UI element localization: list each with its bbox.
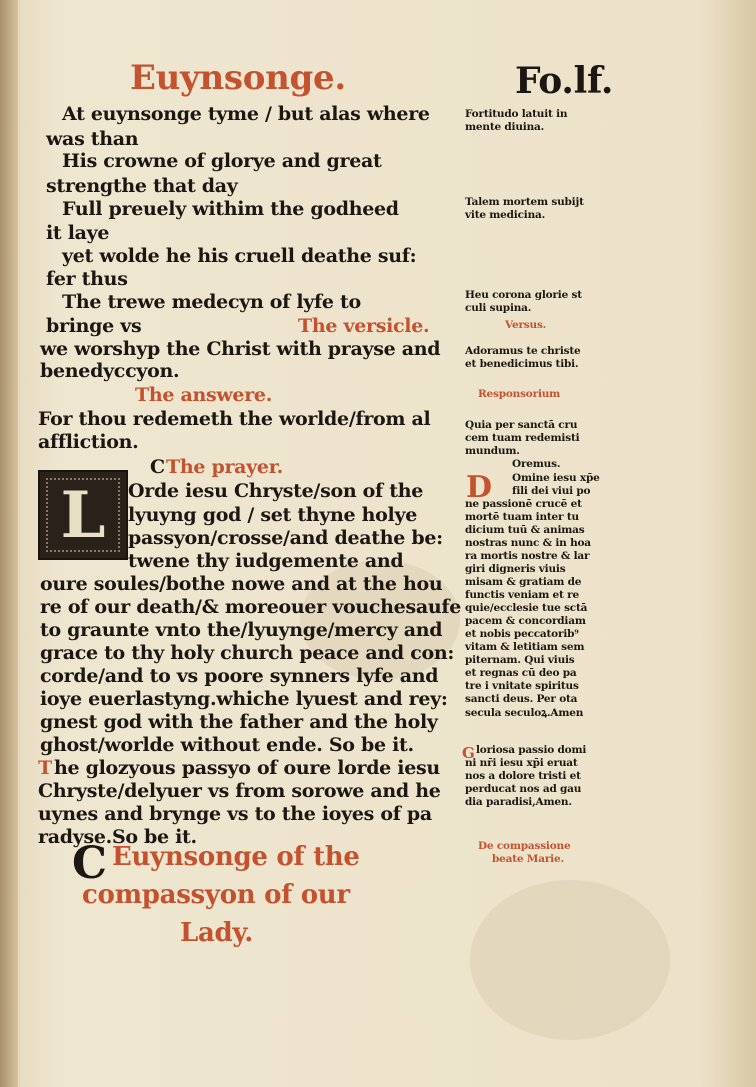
folio-number: Fo.lf. [515, 60, 614, 102]
initial-letter: L [60, 477, 106, 553]
prayer-line: corde/and to vs poore synners lyfe and [40, 665, 439, 687]
margin-prayer-line: dicium tuū & animas [465, 524, 585, 536]
prayer-line: lyuyng god / set thyne holye [128, 504, 417, 526]
prayer-line: oure soules/bothe nowe and at the hou [40, 573, 443, 595]
text-line: yet wolde he his cruell deathe suf: [62, 245, 417, 267]
margin-prayer-line: secula seculoꝝ.Amen [465, 707, 584, 719]
answer-label: The answere. [135, 384, 273, 406]
section-marker: C [72, 838, 108, 889]
text-line: benedyccyon. [40, 360, 180, 382]
closing-line: Chryste/delyuer vs from sorowe and he [38, 780, 441, 802]
margin-note: Heu corona glorie st [465, 289, 582, 301]
prayer-label: The prayer. [166, 456, 283, 478]
margin-versus-label: Versus. [505, 319, 547, 331]
text-line: At euynsonge tyme / but alas where [62, 103, 430, 125]
margin-prayer-line: mortē tuam inter tu [465, 511, 579, 523]
margin-prayer-line: vitam & letitiam sem [465, 641, 585, 653]
margin-prayer-line: quie/ecclesie tue sctā [465, 602, 588, 614]
margin-responsorium-label: Responsorium [478, 388, 561, 400]
margin-prayer-initial: D [466, 470, 492, 505]
text-line: The trewe medecyn of lyfe to [62, 291, 361, 313]
margin-prayer-line: giri digneris viuis [465, 563, 566, 575]
prayer-line: ghost/worlde without ende. So be it. [40, 734, 414, 756]
text-line: affliction. [38, 431, 139, 453]
margin-closing-line: ni nr̄i iesu xp̄i eruat [465, 757, 578, 769]
text-line: fer thus [46, 268, 128, 290]
section-heading-line: compassyon of our [82, 880, 350, 910]
margin-prayer-line: functis veniam et re [465, 589, 579, 601]
margin-prayer-line: ra mortis nostre & lar [465, 550, 590, 562]
margin-note: culi supina. [465, 302, 532, 314]
section-heading-line: Euynsonge of the [112, 842, 360, 872]
margin-note: cem tuam redemisti [465, 432, 580, 444]
prayer-line: twene thy iudgemente and [128, 550, 404, 572]
text-line: strengthe that day [46, 175, 238, 197]
text-line: bringe vs [46, 315, 142, 337]
margin-prayer-line: et regnas cū deo pa [465, 667, 577, 679]
margin-prayer-line: et nobis peccatorib⁹ [465, 628, 579, 640]
margin-prayer-line: ne passionē crucē et [465, 498, 582, 510]
text-line: was than [46, 128, 139, 150]
text-line: Full preuely withim the godheed [62, 198, 399, 220]
prayer-line: re of our death/& moreouer vouchesaufe [40, 596, 462, 618]
page-title: Euynsonge. [130, 58, 346, 98]
margin-prayer-line: nostras nunc & in hoa [465, 537, 591, 549]
margin-note: Fortitudo latuit in [465, 108, 568, 120]
margin-closing-line: perducat nos ad gau [465, 783, 582, 795]
prayer-line: ioye euerlastyng.whiche lyuest and rey: [40, 688, 448, 710]
prayer-line: passyon/crosse/and deathe be: [128, 527, 443, 549]
margin-note: et benedicimus tibi. [465, 358, 579, 370]
margin-closing-initial: G [462, 744, 475, 762]
initial-flourish [46, 478, 120, 552]
margin-prayer-line: tre i vnitate spiritus [465, 680, 579, 692]
versicle-label: The versicle. [298, 315, 430, 337]
text-line: we worshyp the Christ with prayse and [40, 338, 441, 360]
margin-prayer-line: Omine iesu xp̄e [512, 472, 600, 484]
prayer-line: gnest god with the father and the holy [40, 711, 438, 733]
closing-line: he glozyous passyo of oure lorde iesu [54, 757, 440, 779]
prayer-line: to graunte vnto the/lyuynge/mercy and [40, 619, 443, 641]
page-gutter [0, 0, 18, 1087]
closing-line: radyse.So be it. [38, 826, 197, 848]
closing-initial: T [38, 757, 52, 779]
margin-prayer-line: fili dei viui po [512, 485, 591, 497]
margin-note: Talem mortem subijt [465, 196, 584, 208]
prayer-line: Orde iesu Chryste/son of the [128, 480, 424, 502]
margin-note: Quia per sanctā cru [465, 419, 578, 431]
prayer-line: grace to thy holy church peace and con: [40, 642, 455, 664]
margin-prayer-line: misam & gratiam de [465, 576, 582, 588]
text-line: For thou redemeth the worlde/from al [38, 408, 431, 430]
margin-prayer-line: sancti deus. Per ota [465, 693, 578, 705]
text-line: it laye [46, 222, 110, 244]
margin-closing-line: nos a dolore tristi et [465, 770, 581, 782]
margin-note: mente diuina. [465, 121, 545, 133]
text-line: His crowne of glorye and great [62, 150, 382, 172]
margin-closing-line: loriosa passio domi [476, 744, 587, 756]
margin-closing-line: dia paradisi,Amen. [465, 796, 572, 808]
pilcrow-marker: C [150, 456, 165, 478]
margin-oremus: Oremus. [512, 458, 561, 470]
margin-note: mundum. [465, 445, 520, 457]
margin-note: Adoramus te christe [465, 345, 581, 357]
paper-stain [470, 880, 670, 1040]
section-heading-line: Lady. [180, 918, 253, 948]
margin-note: vite medicina. [465, 209, 546, 221]
closing-line: uynes and brynge vs to the ioyes of pa [38, 803, 432, 825]
margin-prayer-line: piternam. Qui viuis [465, 654, 575, 666]
margin-footer-line: De compassione [478, 840, 571, 852]
margin-footer-line: beate Marie. [492, 853, 564, 865]
decorated-initial [38, 470, 128, 560]
margin-prayer-line: pacem & concordiam [465, 615, 586, 627]
